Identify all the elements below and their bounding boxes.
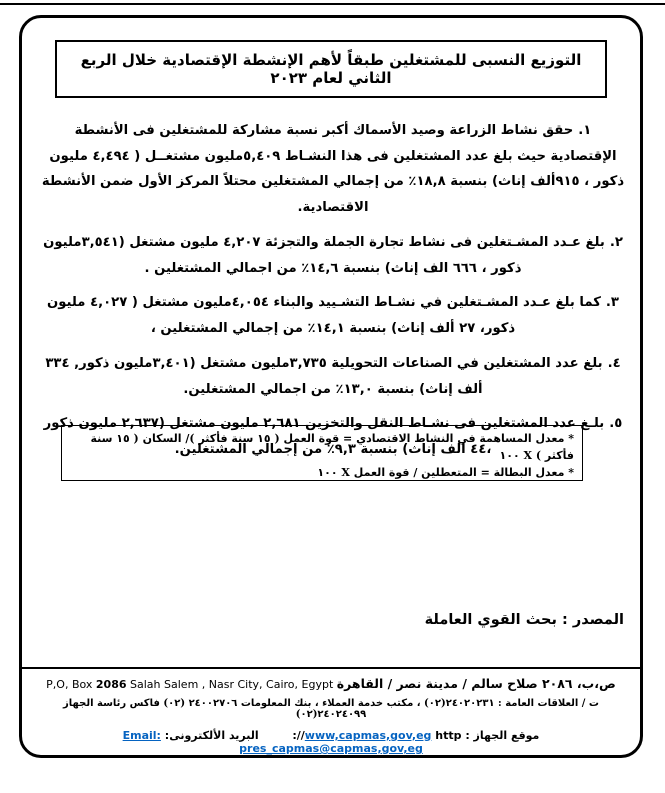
address-en-prefix: P,O, Box [46,678,93,691]
list-item [40,351,626,402]
address-english [46,678,333,691]
item-number: ٤. [607,355,621,371]
website-label: موقع الجهاز : [465,729,540,742]
address-arabic: ص،ب، ٢٠٨٦ صلاح سالم / مدينة نصر / القاهرة [336,676,616,691]
footer-links [32,729,630,755]
footer [22,667,640,755]
item-number: ١. [578,123,592,138]
item-number: ٥. [609,416,623,432]
email-link[interactable]: Email: pres_capmas@capmas,gov,eg [122,729,423,755]
list-item [40,230,626,281]
footer-address [32,676,630,691]
item-number: ٢. [609,234,623,250]
list-item [40,290,626,341]
title-box [55,40,607,98]
item-text: بلغ عـدد المشـتغلين فى نشاط تجارة الجملة والتجزئة ٤,٢٠٧ مليون مشتغل (٣,٥٤١مليون ذكور ، ٦٦٦ الف إناث) بنسبة ١٤,٦٪ من اجمالي المشتغلين . [43,234,605,276]
email-label: البريد الألكترونى: [164,729,259,742]
item-text: حقق نشاط الزراعة وصيد الأسماك أكبر نسبة مشاركة للمشتغلين فى الأنشطة الإقتصادية حيث بلغ عدد المشتغلين فى هذا النشـاط ٥,٤٠٩مليون مشتغــل ( ٤,٤٩٤ مليون ذكور ، ٩١٥ألف إناث) بنسبة ١٨,٨٪ من إجمالي المشتغلين محتلاً المركز الأول ضمن الأنشطة الاقتصادية. [41,123,625,216]
page-border-frame [19,15,643,758]
top-rule [0,3,665,5]
footnote-box [61,425,583,481]
item-text: كما بلغ عـدد المشـتغلين في نشـاط التشـييد والبناء ٤,٠٥٤مليون مشتغل ( ٤,٠٢٧ مليون ذكور، ٢٧ ألف إناث) بنسبة ١٤,١٪ من إجمالي المشتغلين ، [47,295,601,337]
website-link[interactable]: www,capmas,gov,eg [304,729,432,742]
list-item [40,118,626,221]
footer-phones: ت / العلاقات العامة : ٢٤٠٢٠٢٣١(٠٢) ، مكتب خدمة العملاء ، بنك المعلومات ٢٤٠٠٢٧٠٦ (٠٢) فاكس رئاسة الجهاز ٢٤٠٢٤٠٩٩(٠٢) [63,698,599,720]
footnote-line: * معدل المساهمة في النشاط الاقتصادي = قوة العمل ( ١٥ سنة فأكثر )/ السكان ( ١٥ سنة فأكثر ) X ١٠٠ [90,432,574,463]
item-number: ٣. [605,295,619,311]
address-en-box-number: 2086 [95,678,127,691]
points-list [40,118,626,463]
page-title: التوزيع النسبى للمشتغلين طبقاً لأهم الإنشطة الإقتصادية خلال الربع الثاني لعام ٢٠٢٣ [80,51,582,87]
item-text: بلغ عدد المشتغلين في الصناعات التحويلية ٣,٧٣٥مليون مشتغل (٣,٤٠١مليون ذكور, ٣٣٤ ألف إناث) بنسبة ١٣,٠٪ من اجمالي المشتغلين. [45,355,603,397]
footnote-line: * معدل البطالة = المتعطلين / قوة العمل X ١٠٠ [317,466,574,480]
website-protocol: http//: [292,729,462,742]
source-line: المصدر : بحث القوي العاملة [424,612,624,628]
address-en-rest: Salah Salem , Nasr City, Cairo, Egypt [130,678,334,691]
item-text: بلـغ عدد المشتغلين فى نشـاط النقل والتخزين ٢,٦٨١ مليون مشتغل (٢,٦٣٧ مليون ذكور ،٤٤ الف إناث) بنسبة ٩,٣٪ من إجمالي المشتغلين. [43,416,605,458]
